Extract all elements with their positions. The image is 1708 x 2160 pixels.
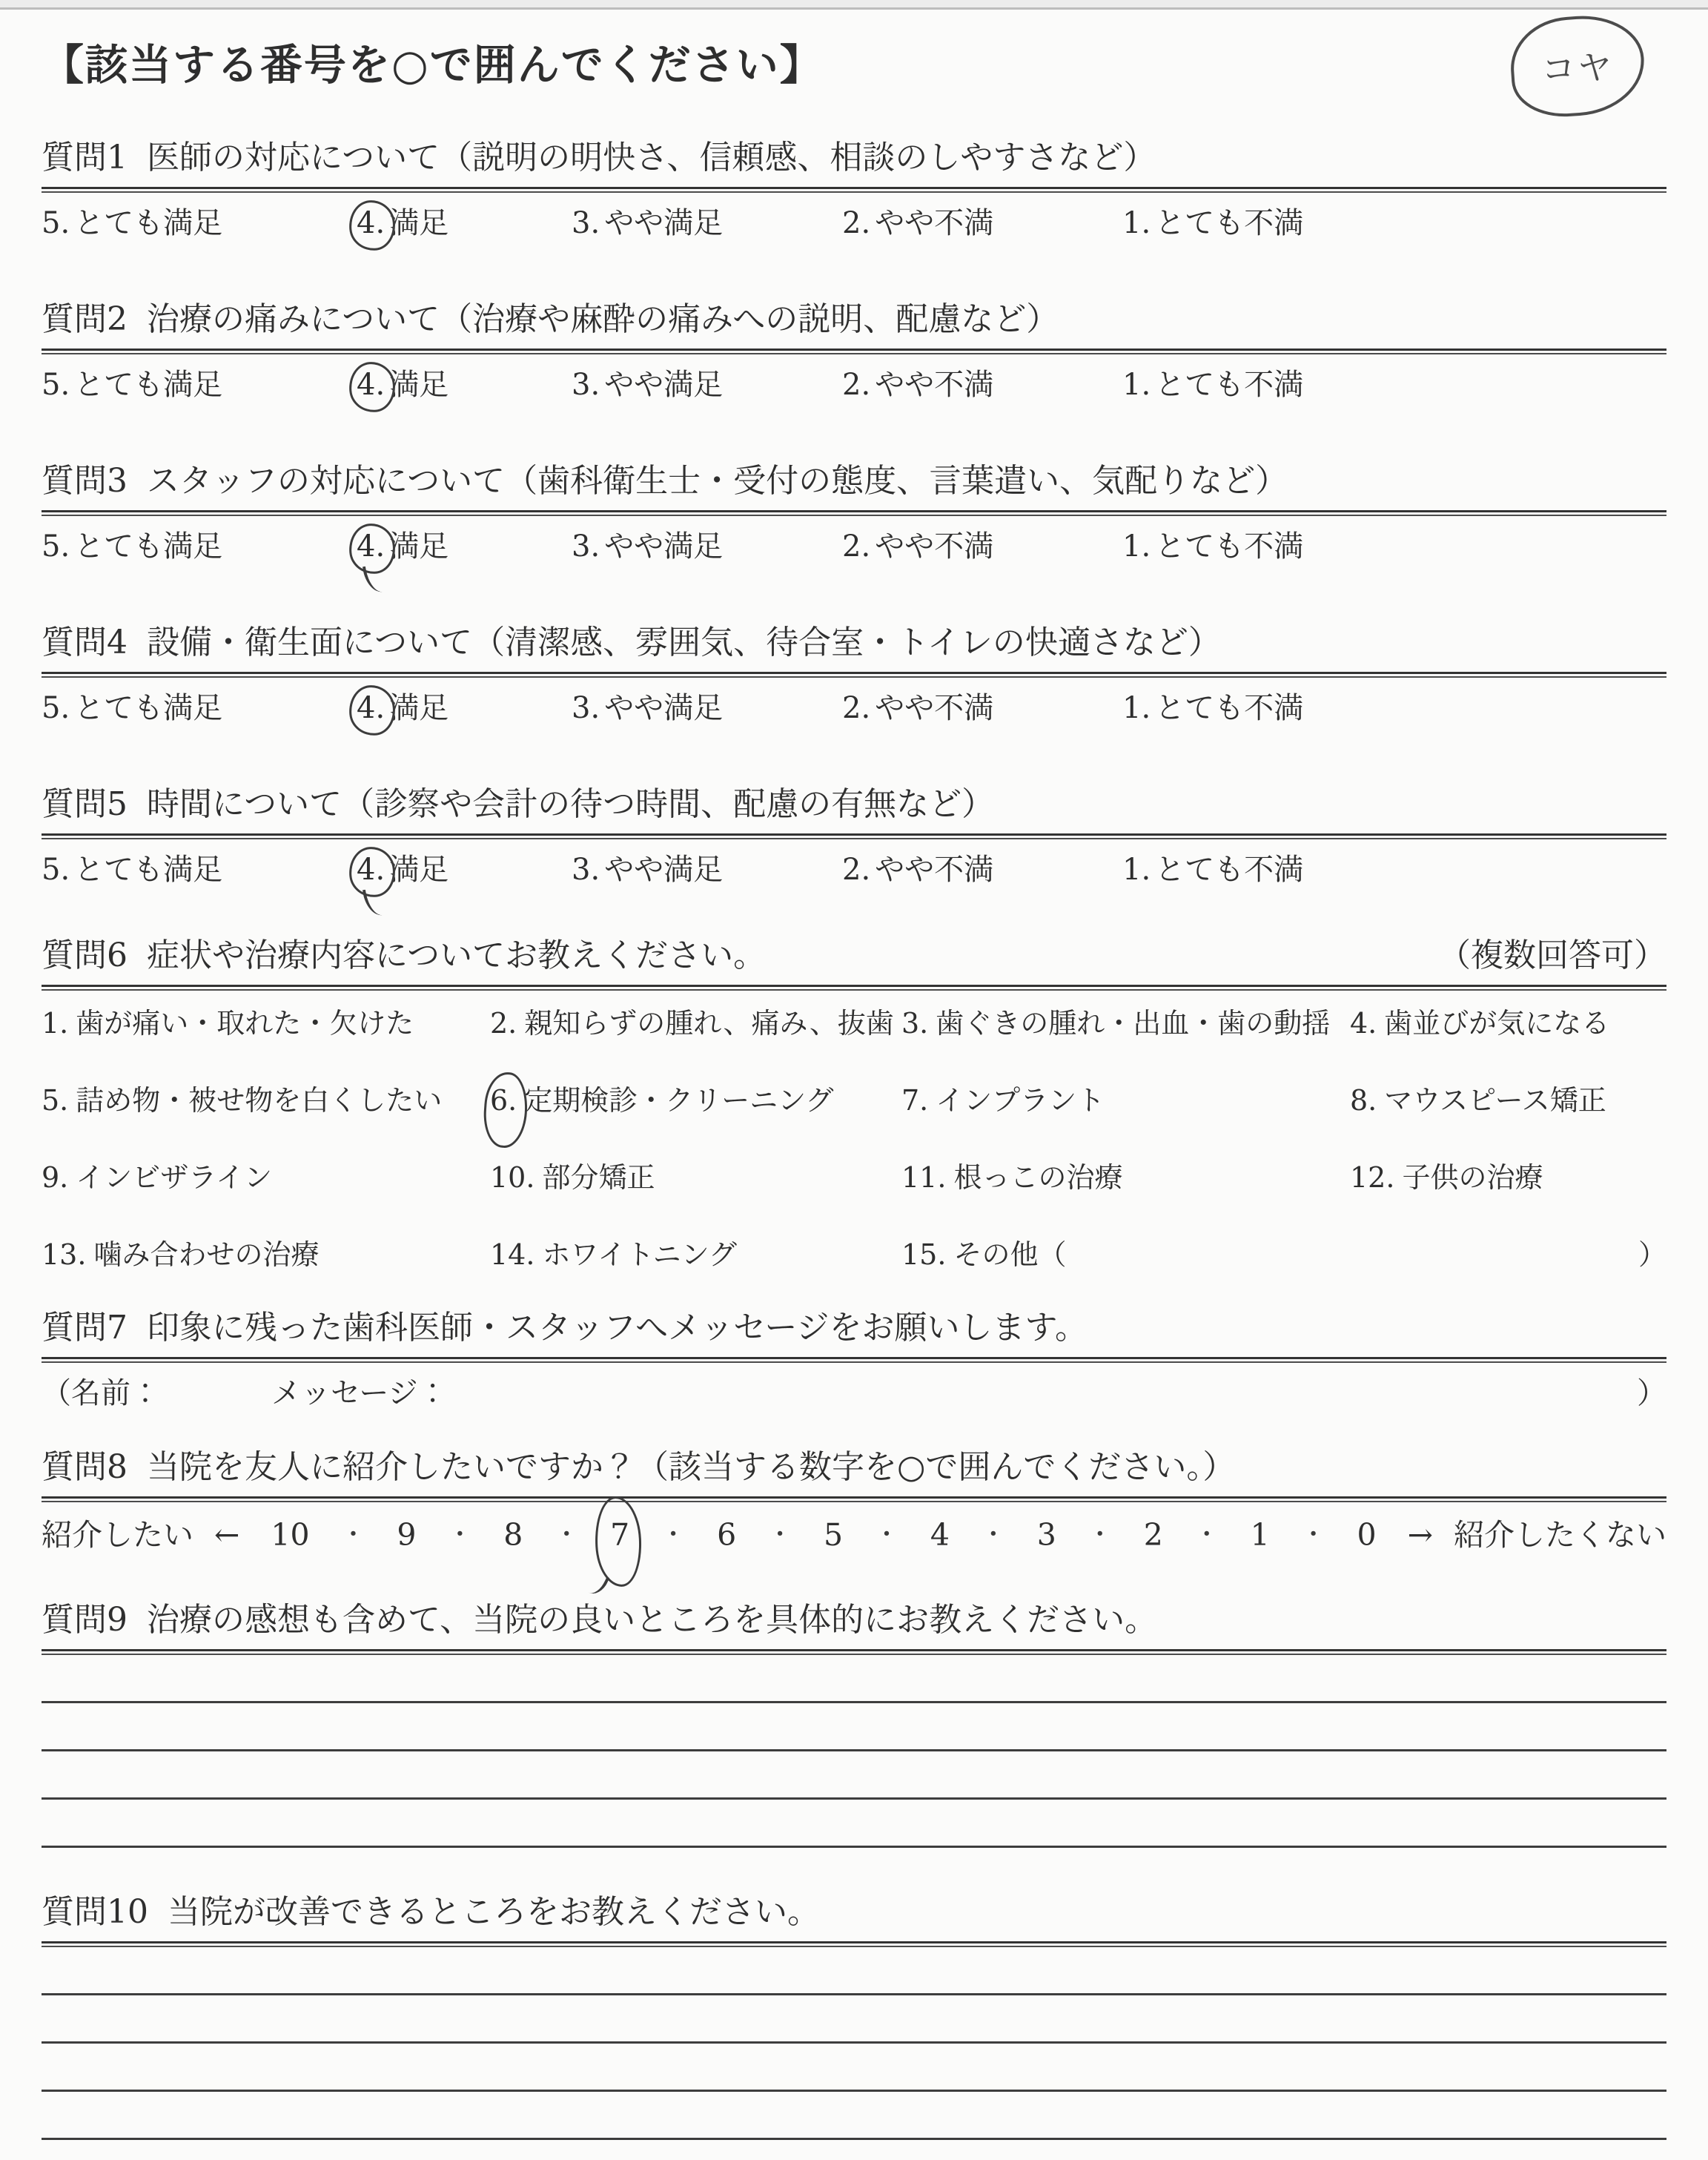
symptom-option-13: 13. 噛み合わせの治療 [42,1238,320,1271]
question-1-block [42,138,1666,242]
question-9-header [42,1600,1666,1640]
handwritten-initials: コヤ [1540,47,1615,90]
question-1-header [42,138,1666,178]
nps-10: 10 [271,1517,310,1553]
question-title: 治療の感想も含めて、当院の良いところを具体的にお教えください。 [147,1601,1158,1639]
dot-separator: ・ [447,1520,473,1550]
dot-separator: ・ [340,1520,366,1550]
rating-option-2: 2. やや不満 [842,853,994,887]
blank-answer-line [42,2041,1666,2044]
right-arrow: → [1407,1517,1433,1553]
pen-circle-answer: 4. [357,366,389,403]
rating-option-2: 2. やや不満 [842,691,994,725]
symptom-option-12: 12. 子供の治療 [1350,1161,1543,1194]
multi-answer-note: （複数回答可） [1438,937,1666,974]
symptom-option-5: 5. 詰め物・被せ物を白くしたい [42,1084,443,1117]
question-label: 質問10 [42,1893,148,1931]
question-4-block [42,623,1666,727]
question-10-block [42,1892,1666,2140]
dot-separator: ・ [1300,1520,1326,1550]
dot-separator: ・ [1087,1520,1113,1550]
dot-separator: ・ [661,1520,686,1550]
question-title: 医師の対応について（説明の明快さ、信頼感、相談のしやすさなど） [147,139,1156,176]
rating-option-3: 3. やや満足 [572,368,724,402]
header-rule [42,1357,1666,1363]
rating-option-4-selected: 4. 満足 [357,691,449,725]
recommend-label: 紹介したい [42,1517,193,1553]
rating-option-4-selected: 4. 満足 [357,206,449,240]
symptom-options-row-3 [42,1160,1666,1195]
nps-numbers [260,1516,1386,1554]
nps-7-selected-pen-circle: 7 [610,1517,630,1553]
blank-answer-line [42,1749,1666,1751]
name-field-label: （名前： [42,1376,160,1410]
message-fields-row [42,1375,1666,1412]
symptom-option-9: 9. インビザライン [42,1161,273,1194]
symptom-options-row-1 [42,1005,1666,1041]
symptom-options-row-4 [42,1237,1666,1272]
header-rule [42,1649,1666,1655]
question-5-rating-options [42,851,1666,888]
pen-circle-answer: 4. [357,690,389,727]
question-label: 質問2 [42,300,128,338]
symptom-option-8: 8. マウスピース矯正 [1350,1084,1606,1117]
question-10-header [42,1892,1666,1932]
nps-6: 6 [717,1517,737,1553]
rating-option-1: 1. とても不満 [1122,691,1304,725]
blank-answer-line [42,1846,1666,1848]
rating-option-5: 5. とても満足 [42,691,223,725]
header-rule [42,349,1666,354]
symptom-option-3: 3. 歯ぐきの腫れ・出血・歯の動揺 [901,1007,1331,1040]
question-7-header [42,1308,1666,1348]
nps-0: 0 [1357,1517,1377,1553]
question-label: 質問4 [42,624,128,661]
handwritten-circle-mark [1508,12,1648,120]
question-5-block [42,785,1666,888]
header-rule [42,1496,1666,1502]
question-title: 治療の痛みについて（治療や麻酔の痛みへの説明、配慮など） [147,300,1059,338]
question-6-block [42,936,1666,1272]
question-label: 質問6 [42,937,128,974]
dot-separator: ・ [873,1520,899,1550]
question-2-header [42,300,1666,340]
rating-option-1: 1. とても不満 [1122,529,1304,564]
left-arrow: ← [214,1517,240,1553]
rating-option-1: 1. とても不満 [1122,206,1304,240]
header-rule [42,672,1666,678]
question-label: 質問5 [42,785,128,823]
question-title: 時間について（診察や会計の待つ時間、配慮の有無など） [147,785,995,823]
question-3-block [42,461,1666,565]
rating-option-1: 1. とても不満 [1122,368,1304,402]
symptom-option-11: 11. 根っこの治療 [901,1161,1123,1194]
other-field-close-paren: ） [1638,1238,1666,1271]
question-label: 質問9 [42,1601,128,1639]
symptom-option-4: 4. 歯並びが気になる [1350,1007,1610,1040]
header-rule [42,510,1666,516]
nps-5: 5 [823,1517,844,1553]
rating-option-3: 3. やや満足 [572,529,724,564]
symptom-option-15-other: 15. その他（ [901,1238,1067,1271]
header-rule [42,833,1666,839]
question-title: 印象に残った歯科医師・スタッフへメッセージをお願いします。 [147,1309,1088,1347]
pen-circle-answer: 6. [490,1083,524,1118]
rating-option-2: 2. やや不満 [842,206,994,240]
symptom-options-row-2 [42,1083,1666,1118]
nps-8: 8 [503,1517,523,1553]
nps-scale-row [42,1516,1666,1554]
not-recommend-label: 紹介したくない [1454,1517,1666,1553]
question-title: スタッフの対応について（歯科衛生士・受付の態度、言葉遣い、気配りなど） [147,462,1288,500]
dot-separator: ・ [1194,1520,1219,1550]
nps-9: 9 [397,1517,417,1553]
question-2-rating-options [42,366,1666,403]
question-label: 質問7 [42,1309,128,1347]
rating-option-5: 5. とても満足 [42,853,223,887]
rating-option-4-selected: 4. 満足 [357,853,449,887]
symptom-option-14: 14. ホワイトニング [490,1238,738,1271]
rating-option-3: 3. やや満足 [572,853,724,887]
nps-3: 3 [1036,1517,1056,1553]
header-rule [42,187,1666,193]
blank-answer-line [42,1797,1666,1800]
pen-circle-answer: 4. [357,205,389,242]
rating-option-5: 5. とても満足 [42,206,223,240]
question-2-block [42,300,1666,403]
page-title: 【該当する番号を○で囲んでください】 [42,40,824,90]
dot-separator: ・ [554,1520,580,1550]
question-title: 当院が改善できるところをお教えください。 [168,1893,820,1931]
question-title: 症状や治療内容についてお教えください。 [147,937,767,974]
question-4-rating-options [42,690,1666,727]
question-5-header [42,785,1666,825]
rating-option-1: 1. とても不満 [1122,853,1304,887]
question-6-header [42,936,1666,976]
header-rule [42,1941,1666,1947]
question-3-header [42,461,1666,501]
rating-option-5: 5. とても満足 [42,368,223,402]
dot-separator: ・ [767,1520,793,1550]
symptom-option-6-selected: 6. 定期検診・クリーニング [490,1084,834,1117]
question-label: 質問3 [42,462,128,500]
nps-4: 4 [930,1517,950,1553]
rating-option-3: 3. やや満足 [572,691,724,725]
close-paren: ） [1637,1376,1666,1410]
message-field-label: メッセージ： [271,1376,448,1410]
rating-option-5: 5. とても満足 [42,529,223,564]
rating-option-2: 2. やや不満 [842,368,994,402]
question-7-block [42,1308,1666,1412]
nps-2: 2 [1143,1517,1163,1553]
question-8-block [42,1447,1666,1554]
question-8-header [42,1447,1666,1487]
question-3-rating-options [42,528,1666,565]
rating-option-3: 3. やや満足 [572,206,724,240]
question-4-header [42,623,1666,663]
symptom-option-2: 2. 親知らずの腫れ、痛み、抜歯 [490,1007,894,1040]
blank-answer-line [42,1701,1666,1703]
symptom-option-1: 1. 歯が痛い・取れた・欠けた [42,1007,414,1040]
symptom-option-10: 10. 部分矯正 [490,1161,655,1194]
pen-circle-answer: 4. [357,851,389,888]
nps-1: 1 [1250,1517,1270,1553]
blank-answer-line [42,2090,1666,2092]
question-title: 設備・衛生面について（清潔感、雰囲気、待合室・トイレの快適さなど） [147,624,1221,661]
question-label: 質問1 [42,139,128,176]
rating-option-4-selected: 4. 満足 [357,368,449,402]
title-bar [42,0,1666,90]
question-label: 質問8 [42,1448,128,1486]
header-rule [42,985,1666,991]
rating-option-2: 2. やや不満 [842,529,994,564]
blank-answer-line [42,1993,1666,1995]
pen-circle-answer: 4. [357,528,389,565]
question-9-block [42,1600,1666,1848]
symptom-option-7: 7. インプラント [901,1084,1105,1117]
question-1-rating-options [42,205,1666,242]
dot-separator: ・ [980,1520,1006,1550]
rating-option-4-selected: 4. 満足 [357,529,449,564]
blank-answer-line [42,2138,1666,2140]
question-title: 当院を友人に紹介したいですか？（該当する数字を○で囲んでください。） [147,1448,1236,1486]
